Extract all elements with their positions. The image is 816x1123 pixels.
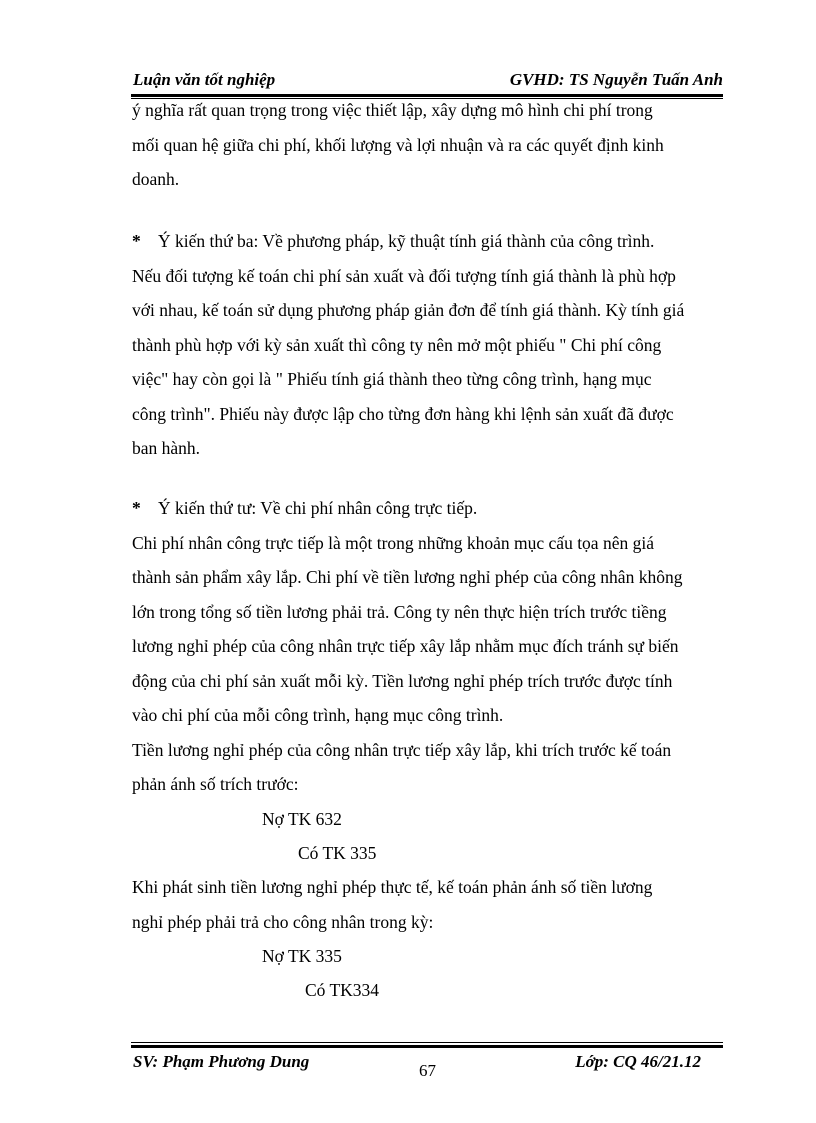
paragraph-line: thành phù hợp với kỳ sản xuất thì công ty nên mở một phiếu " Chi phí công bbox=[132, 335, 662, 355]
journal-entry-debit: Nợ TK 335 bbox=[262, 946, 342, 966]
paragraph-line: vào chi phí của mỗi công trình, hạng mục công trình. bbox=[132, 705, 504, 725]
paragraph-line: lớn trong tổng số tiền lương phải trả. Công ty nên thực hiện trích trước tiềng bbox=[132, 602, 667, 622]
bullet-star: * bbox=[132, 498, 141, 518]
paragraph-line: động của chi phí sản xuất mỗi kỳ. Tiền lương nghỉ phép trích trước được tính bbox=[132, 671, 673, 691]
paragraph-line: Chi phí nhân công trực tiếp là một trong những khoản mục cấu tọa nên giá bbox=[132, 533, 654, 553]
paragraph-line: công trình". Phiếu này được lập cho từng đơn hàng khi lệnh sản xuất đã được bbox=[132, 404, 674, 424]
bullet-heading-text: Ý kiến thứ ba: Về phương pháp, kỹ thuật tính giá thành của công trình. bbox=[158, 231, 655, 251]
paragraph-line: doanh. bbox=[132, 169, 180, 189]
paragraph-line: với nhau, kế toán sử dụng phương pháp giản đơn để tính giá thành. Kỳ tính giá bbox=[132, 300, 685, 320]
paragraph-line: phản ánh số trích trước: bbox=[132, 774, 299, 794]
paragraph-line: Nếu đối tượng kế toán chi phí sản xuất và đối tượng tính giá thành là phù hợp bbox=[132, 266, 676, 286]
page-footer bbox=[131, 1050, 723, 1080]
paragraph-line: thành sản phẩm xây lắp. Chi phí về tiền lương nghỉ phép của công nhân không bbox=[132, 567, 683, 587]
paragraph-line: việc" hay còn gọi là " Phiếu tính giá thành theo từng công trình, hạng mục bbox=[132, 369, 652, 389]
paragraph-line: nghỉ phép phải trả cho công nhân trong kỳ: bbox=[132, 912, 434, 932]
header-rule bbox=[131, 94, 723, 97]
paragraph-line: Tiền lương nghỉ phép của công nhân trực tiếp xây lắp, khi trích trước kế toán bbox=[132, 740, 672, 760]
paragraph-line: lương nghỉ phép của công nhân trực tiếp xây lắp nhằm mục đích tránh sự biến bbox=[132, 636, 679, 656]
journal-entry-debit: Nợ TK 632 bbox=[262, 809, 342, 829]
paragraph-line: ban hành. bbox=[132, 438, 201, 458]
journal-entry-credit: Có TK334 bbox=[305, 980, 380, 1000]
bullet-heading bbox=[132, 497, 477, 519]
footer-rule-thin bbox=[131, 1042, 723, 1043]
page-number: 67 bbox=[419, 1061, 436, 1080]
paragraph-line: mối quan hệ giữa chi phí, khối lượng và lợi nhuận và ra các quyết định kinh bbox=[132, 135, 664, 155]
page-header bbox=[131, 70, 723, 92]
footer-class: Lớp: CQ 46/21.12 bbox=[575, 1052, 701, 1071]
footer-rule bbox=[131, 1045, 723, 1048]
paragraph-line: ý nghĩa rất quan trọng trong việc thiết lập, xây dựng mô hình chi phí trong bbox=[132, 100, 653, 120]
bullet-star: * bbox=[132, 231, 141, 251]
bullet-heading bbox=[132, 230, 654, 252]
header-thesis-title: Luận văn tốt nghiệp bbox=[133, 70, 276, 89]
bullet-heading-text: Ý kiến thứ tư: Về chi phí nhân công trực tiếp. bbox=[158, 498, 478, 518]
journal-entry-credit: Có TK 335 bbox=[298, 843, 377, 863]
footer-student: SV: Phạm Phương Dung bbox=[133, 1052, 310, 1071]
header-advisor: GVHD: TS Nguyễn Tuấn Anh bbox=[509, 70, 723, 89]
paragraph-line: Khi phát sinh tiền lương nghỉ phép thực tế, kế toán phản ánh số tiền lương bbox=[132, 877, 653, 897]
